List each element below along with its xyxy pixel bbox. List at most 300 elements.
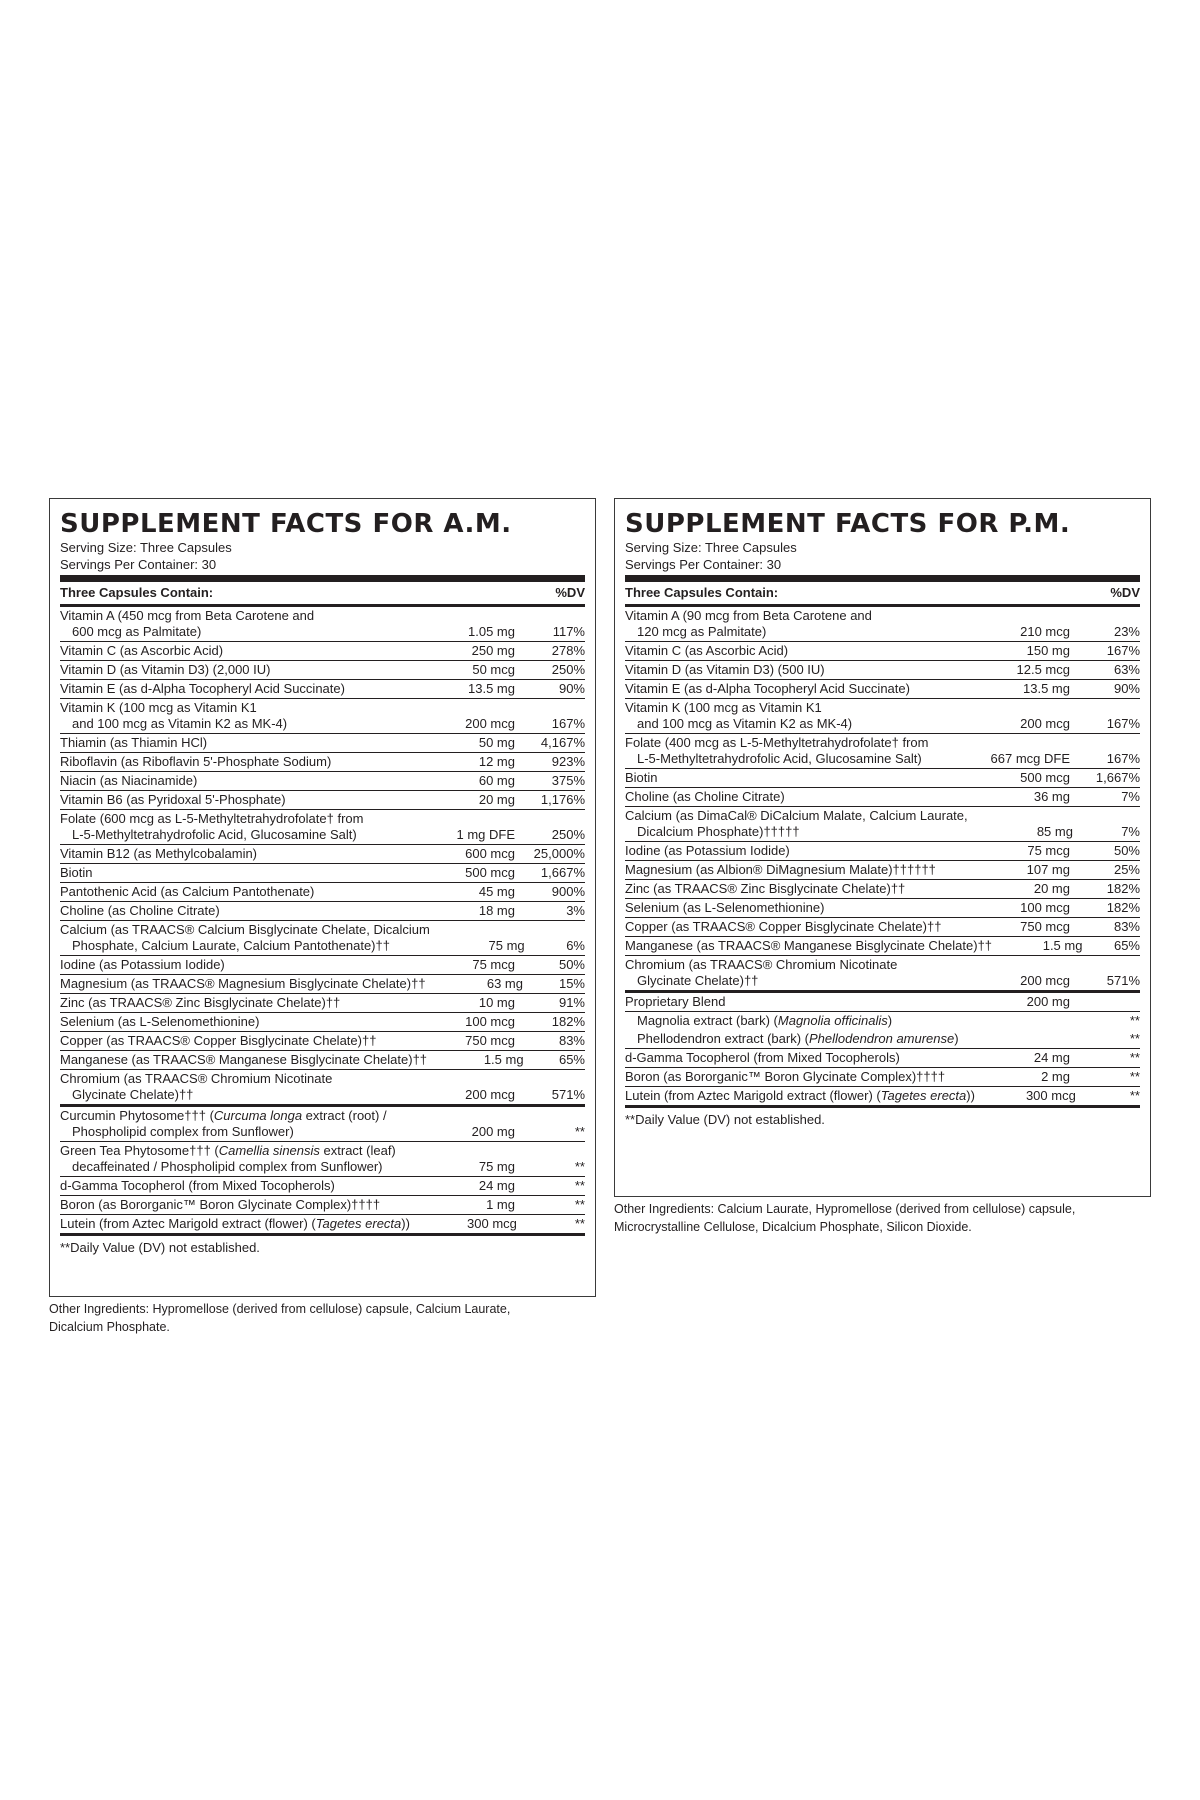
am-nutrient-text: Boron (as Bororganic™ Boron Glycinate Complex)†††† [60,1197,381,1212]
am-nutrient-name [60,773,405,789]
am-row [60,1032,585,1051]
am-daily-value: 375% [551,773,585,788]
am-amount: 300 mcg [467,1216,517,1231]
am-amount: 63 mg [486,976,523,991]
am-nutrient-text: Choline (as Choline Citrate) [60,903,220,918]
am-nutrient-name-line [60,754,331,769]
am-nutrient-name [60,643,405,659]
am-nutrient-name-line [60,792,286,807]
pm-nutrient-text: Selenium (as L-Selenomethionine) [625,900,825,915]
pm-nutrient-name-line [625,808,968,823]
pm-amount: 107 mg [1026,862,1070,877]
pm-row [625,680,1140,699]
am-row [60,1215,585,1236]
pm-nutrient-name-line [625,881,905,896]
am-amount: 250 mg [471,643,515,658]
pm-blend-item-text-rest: ) [887,1013,893,1028]
am-daily-value: 91% [558,995,585,1010]
pm-row [625,642,1140,661]
am-row [60,921,585,956]
am-nutrient-text: d-Gamma Tocopherol (from Mixed Tocopherols) [60,1178,335,1193]
pm-header-dv: %DV [1110,585,1140,600]
pm-amount: 20 mg [1033,881,1070,896]
pm-nutrient-name-line2: Dicalcium Phosphate)††††† [637,824,800,839]
pm-daily-value: 83% [1113,919,1140,934]
pm-row [625,842,1140,861]
am-nutrient-name-line [60,1216,410,1231]
am-nutrient-text: Manganese (as TRAACS® Manganese Bisglycinate Chelate)†† [60,1052,428,1067]
pm-nutrient-name [625,700,960,732]
am-nutrient-latin-name: Camellia sinensis [218,1143,320,1158]
am-amount: 50 mcg [472,662,515,677]
am-amount: 45 mg [478,884,515,899]
am-daily-value: 250% [551,662,585,677]
am-amount: 75 mcg [472,957,515,972]
am-nutrient-name [60,754,405,770]
pm-row [625,734,1140,769]
pm-nutrient-name-line2: 120 mcg as Palmitate) [637,624,767,639]
am-amount: 200 mcg [465,1087,515,1102]
pm-nutrient-text-rest: )) [966,1088,975,1103]
am-amount: 500 mcg [465,865,515,880]
pm-nutrient-text: Magnesium (as Albion® DiMagnesium Malate)†††††† [625,862,936,877]
am-daily-value: 117% [552,624,585,639]
am-nutrient-text: Riboflavin (as Riboflavin 5'-Phosphate Sodium) [60,754,332,769]
pm-nutrient-name [625,843,960,859]
pm-daily-value: 182% [1106,900,1140,915]
pm-nutrient-text: Iodine (as Potassium Iodide) [625,843,790,858]
am-nutrient-name-line [60,773,197,788]
am-nutrient-text: Chromium (as TRAACS® Chromium Nicotinate [60,1071,333,1086]
am-daily-value: 167% [551,716,585,731]
am-daily-value: ** [574,1178,585,1193]
am-amount: 200 mg [471,1124,515,1139]
pm-nutrient-name-line [625,789,785,804]
pm-nutrient-name-line [625,608,872,623]
pm-blend-item-row [625,1012,1140,1030]
am-nutrient-name-line [60,922,430,937]
am-nutrient-text: Vitamin A (450 mcg from Beta Carotene and [60,608,315,623]
am-row [60,994,585,1013]
am-nutrient-text: Curcumin Phytosome††† ( [60,1108,214,1123]
am-row [60,1013,585,1032]
pm-nutrient-text: Biotin [625,770,658,785]
pm-nutrient-name [625,1088,975,1104]
am-amount: 200 mcg [465,716,515,731]
am-nutrient-text-rest: extract (root) / [302,1108,387,1123]
am-nutrient-name [60,811,405,843]
pm-blend-item-dv: ** [1129,1013,1140,1028]
pm-daily-value: 182% [1106,881,1140,896]
pm-row [625,899,1140,918]
am-nutrient-name [60,884,405,900]
pm-row [625,918,1140,937]
am-row [60,642,585,661]
supplement-facts-am-panel [49,498,596,1297]
am-row [60,1142,585,1177]
pm-nutrient-name-line [625,957,897,972]
am-nutrient-text: Vitamin D (as Vitamin D3) (2,000 IU) [60,662,271,677]
am-row [60,975,585,994]
am-row [60,810,585,845]
pm-row [625,661,1140,680]
pm-nutrient-name [625,919,960,935]
am-nutrient-text: Niacin (as Niacinamide) [60,773,198,788]
pm-nutrient-name-line [625,938,992,953]
am-nutrient-name-line [60,976,426,991]
am-row [60,1070,585,1107]
pm-nutrient-text: Vitamin K (100 mcg as Vitamin K1 [625,700,822,715]
am-nutrient-name-line2: Phospholipid complex from Sunflower) [72,1124,294,1139]
am-nutrient-text: Green Tea Phytosome††† ( [60,1143,219,1158]
pm-row [625,769,1140,788]
pm-blend-row [625,993,1140,1012]
am-nutrient-name-line [60,681,345,696]
am-nutrient-name [60,662,405,678]
pm-nutrient-name-line [625,700,822,715]
pm-serving-size: Serving Size: Three Capsules [625,540,797,555]
am-nutrient-name-line [60,1108,387,1123]
pm-row [625,807,1140,842]
pm-servings-per-container: Servings Per Container: 30 [625,557,782,572]
pm-daily-value: 65% [1113,938,1140,953]
pm-row [625,699,1140,734]
am-row [60,680,585,699]
am-nutrient-name [60,1216,410,1232]
am-nutrient-name-line [60,1033,376,1048]
am-row [60,772,585,791]
am-nutrient-name-line [60,846,257,861]
pm-nutrient-text: Vitamin D (as Vitamin D3) (500 IU) [625,662,825,677]
am-row [60,1107,585,1142]
am-nutrient-name-line [60,1143,396,1158]
am-daily-value: 83% [558,1033,585,1048]
pm-blend-item-latin-name: Phellodendron amurense [808,1031,955,1046]
pm-amount: 200 mcg [1020,716,1070,731]
pm-nutrient-name [625,862,960,878]
am-nutrient-name-line [60,700,257,715]
am-top-rule [60,575,585,582]
pm-nutrient-name [625,770,960,786]
am-daily-value: 571% [551,1087,585,1102]
pm-nutrient-name-line [625,1050,900,1065]
pm-nutrient-name-line [625,900,824,915]
am-daily-value: 25,000% [533,846,585,861]
pm-nutrient-name-line [625,919,941,934]
am-nutrient-name [60,792,405,808]
pm-nutrient-text: Copper (as TRAACS® Copper Bisglycinate Chelate)†† [625,919,942,934]
pm-nutrient-text: Boron (as Bororganic™ Boron Glycinate Complex)†††† [625,1069,946,1084]
pm-nutrient-name-line2: L-5-Methyltetrahydrofolic Acid, Glucosamine Salt) [637,751,922,766]
pm-nutrient-name [625,1069,960,1085]
pm-nutrient-latin-name: Tagetes erecta [880,1088,967,1103]
supplement-facts-pm-panel [614,498,1151,1197]
pm-nutrient-name-line [625,862,936,877]
pm-daily-value: 571% [1106,973,1140,988]
pm-nutrient-name [625,1050,960,1066]
pm-daily-value: 63% [1113,662,1140,677]
am-row [60,1196,585,1215]
pm-nutrient-text: Lutein (from Aztec Marigold extract (flower) ( [625,1088,881,1103]
am-daily-value: 1,176% [540,792,585,807]
am-nutrient-name-line2: Glycinate Chelate)†† [72,1087,194,1102]
am-amount: 1.05 mg [468,624,515,639]
am-nutrient-text: Vitamin K (100 mcg as Vitamin K1 [60,700,257,715]
pm-row [625,937,1140,956]
am-daily-value: ** [574,1197,585,1212]
am-nutrient-name [60,1178,405,1194]
am-daily-value: ** [574,1124,585,1139]
am-daily-value: 50% [558,957,585,972]
am-row [60,1177,585,1196]
am-nutrient-name [60,903,405,919]
pm-daily-value: 167% [1106,716,1140,731]
pm-blend-item-latin-name: Magnolia officinalis [777,1013,888,1028]
am-row [60,791,585,810]
pm-header-label: Three Capsules Contain: [625,585,779,600]
pm-footnote: **Daily Value (DV) not established. [625,1112,825,1127]
pm-nutrient-text: Folate (400 mcg as L-5-Methyltetrahydrofolate† from [625,735,929,750]
am-amount: 20 mg [478,792,515,807]
pm-nutrient-text: d-Gamma Tocopherol (from Mixed Tocopherols) [625,1050,900,1065]
pm-header-row [625,582,1140,604]
pm-nutrient-text: Vitamin C (as Ascorbic Acid) [625,643,789,658]
pm-nutrient-name-line [625,662,825,677]
am-daily-value: 923% [551,754,585,769]
am-nutrient-name-line [60,1014,259,1029]
am-nutrient-name [60,608,405,640]
am-nutrient-name-line [60,735,207,750]
am-nutrient-name-line [60,957,225,972]
am-nutrient-text: Lutein (from Aztec Marigold extract (flower) ( [60,1216,316,1231]
pm-nutrient-table [625,607,1140,993]
am-nutrient-name-line [60,662,270,677]
pm-daily-value: 1,667% [1095,770,1140,785]
pm-daily-value: 7% [1121,789,1140,804]
pm-amount: 210 mcg [1020,624,1070,639]
pm-amount: 24 mg [1033,1050,1070,1065]
pm-nutrient-name-line [625,843,790,858]
am-daily-value: 3% [566,903,585,918]
pm-nutrient-text: Vitamin E (as d-Alpha Tocopheryl Acid Succinate) [625,681,910,696]
am-nutrient-text: Copper (as TRAACS® Copper Bisglycinate Chelate)†† [60,1033,377,1048]
pm-amount: 500 mcg [1020,770,1070,785]
am-nutrient-name [60,1071,405,1103]
am-daily-value: 6% [566,938,585,953]
am-nutrient-text-rest: extract (leaf) [319,1143,396,1158]
am-amount: 1 mg [486,1197,515,1212]
am-nutrient-name-line [60,865,93,880]
pm-amount: 13.5 mg [1023,681,1070,696]
pm-amount: 85 mg [1036,824,1073,839]
am-nutrient-latin-name: Curcuma longa [213,1108,303,1123]
am-nutrient-name-line2: Phosphate, Calcium Laurate, Calcium Pantothenate)†† [72,938,390,953]
am-nutrient-name-line2: decaffeinated / Phospholipid complex from Sunflower) [72,1159,383,1174]
pm-nutrient-name [625,938,992,954]
am-nutrient-name [60,1033,405,1049]
am-daily-value: 278% [551,643,585,658]
pm-amount: 75 mcg [1027,843,1070,858]
am-amount: 100 mcg [465,1014,515,1029]
pm-daily-value: 23% [1113,624,1140,639]
am-nutrient-text: Thiamin (as Thiamin HCl) [60,735,208,750]
am-header-label: Three Capsules Contain: [60,585,214,600]
am-nutrient-text: Selenium (as L-Selenomethionine) [60,1014,260,1029]
am-nutrient-text: Biotin [60,865,93,880]
am-nutrient-text: Vitamin B6 (as Pyridoxal 5'-Phosphate) [60,792,286,807]
pm-nutrient-name-line2: Glycinate Chelate)†† [637,973,759,988]
am-nutrient-text: Vitamin E (as d-Alpha Tocopheryl Acid Succinate) [60,681,345,696]
am-nutrient-name [60,735,405,751]
pm-daily-value: 167% [1106,751,1140,766]
am-row [60,956,585,975]
am-daily-value: 90% [558,681,585,696]
pm-nutrient-name [625,808,968,840]
am-nutrient-name [60,1052,427,1068]
am-daily-value: 4,167% [540,735,585,750]
am-nutrient-name-line2: 600 mcg as Palmitate) [72,624,202,639]
pm-nutrient-name-line [625,770,658,785]
am-amount: 60 mg [478,773,515,788]
am-amount: 75 mg [488,938,525,953]
am-nutrient-text-rest: )) [401,1216,410,1231]
pm-daily-value: 167% [1106,643,1140,658]
am-nutrient-latin-name: Tagetes erecta [315,1216,402,1231]
am-row [60,864,585,883]
pm-amount: 750 mcg [1020,919,1070,934]
pm-row [625,1049,1140,1068]
am-amount: 18 mg [478,903,515,918]
pm-nutrient-name [625,608,960,640]
am-nutrient-name-line [60,1197,380,1212]
am-row [60,661,585,680]
pm-nutrient-name [625,881,960,897]
am-header-dv: %DV [555,585,585,600]
am-amount: 1.5 mg [483,1052,524,1067]
pm-blend-item-dv: ** [1129,1031,1140,1046]
am-nutrient-name [60,922,430,954]
am-nutrient-table [60,607,585,1236]
am-daily-value: ** [574,1159,585,1174]
am-amount: 600 mcg [465,846,515,861]
am-nutrient-name-line2: L-5-Methyltetrahydrofolic Acid, Glucosamine Salt) [72,827,357,842]
am-row [60,902,585,921]
am-header-row [60,582,585,604]
am-nutrient-name-line [60,1178,335,1193]
pm-blend-name: Proprietary Blend [625,994,726,1009]
am-daily-value: 250% [551,827,585,842]
am-amount: 12 mg [478,754,515,769]
pm-nutrient-text: Choline (as Choline Citrate) [625,789,785,804]
am-nutrient-text: Iodine (as Potassium Iodide) [60,957,225,972]
pm-top-rule [625,575,1140,582]
pm-nutrient-name-line [625,1069,945,1084]
pm-nutrient-name [625,789,960,805]
pm-blend-item-text: Magnolia extract (bark) ( [637,1013,778,1028]
am-nutrient-name-line [60,903,220,918]
pm-amount: 100 mcg [1020,900,1070,915]
am-nutrient-name [60,1143,405,1175]
pm-nutrient-name [625,643,960,659]
am-nutrient-name [60,1197,405,1213]
pm-amount: 667 mcg DFE [990,751,1070,766]
pm-amount: 150 mg [1026,643,1070,658]
am-row [60,1051,585,1070]
am-amount: 13.5 mg [468,681,515,696]
pm-daily-value: ** [1129,1069,1140,1084]
am-nutrient-name [60,700,405,732]
am-daily-value: ** [574,1216,585,1231]
am-nutrient-name [60,681,405,697]
pm-blend-item-text: Phellodendron extract (bark) ( [637,1031,809,1046]
pm-daily-value: 25% [1113,862,1140,877]
am-nutrient-text: Folate (600 mcg as L-5-Methyltetrahydrofolate† from [60,811,364,826]
pm-row [625,1068,1140,1087]
pm-nutrient-name [625,662,960,678]
pm-other-ingredients: Other Ingredients: Calcium Laurate, Hypromellose (derived from cellulose) capsule, Microcrystalline Cellulose, Dicalcium Phosphate, Silicon Dioxide. [614,1202,1076,1234]
am-nutrient-name-line [60,884,314,899]
pm-daily-value: 90% [1113,681,1140,696]
am-amount: 750 mcg [465,1033,515,1048]
pm-row [625,1087,1140,1108]
pm-nutrient-name [625,681,960,697]
am-amount: 10 mg [478,995,515,1010]
am-nutrient-name [60,1108,405,1140]
pm-amount: 36 mg [1033,789,1070,804]
pm-row [625,788,1140,807]
pm-nutrient-name [625,735,960,767]
am-nutrient-name [60,976,426,992]
pm-row [625,956,1140,993]
pm-blend-item-name [625,1031,960,1047]
am-daily-value: 1,667% [540,865,585,880]
pm-blend-item-name [625,1013,960,1029]
am-nutrient-name-line [60,1052,427,1067]
pm-row [625,880,1140,899]
pm-blend-items [625,1012,1140,1049]
pm-daily-value: ** [1129,1088,1140,1103]
pm-row [625,861,1140,880]
am-row [60,699,585,734]
am-nutrient-text: Vitamin B12 (as Methylcobalamin) [60,846,258,861]
am-nutrient-name [60,846,405,862]
am-daily-value: 15% [558,976,585,991]
pm-blend-item-text-rest: ) [954,1031,959,1046]
am-amount: 1 mg DFE [456,827,515,842]
am-nutrient-name-line [60,643,223,658]
pm-nutrient-name-line [625,643,788,658]
am-row [60,734,585,753]
pm-daily-value: ** [1129,1050,1140,1065]
am-daily-value: 900% [551,884,585,899]
am-row [60,883,585,902]
pm-nutrient-text: Manganese (as TRAACS® Manganese Bisglycinate Chelate)†† [625,938,993,953]
am-nutrient-text: Magnesium (as TRAACS® Magnesium Bisglycinate Chelate)†† [60,976,426,991]
am-amount: 75 mg [478,1159,515,1174]
am-footnote: **Daily Value (DV) not established. [60,1240,260,1255]
pm-nutrient-name [625,957,960,989]
pm-nutrient-name-line [625,1088,975,1103]
am-daily-value: 182% [551,1014,585,1029]
pm-amount: 12.5 mcg [1016,662,1070,677]
am-nutrient-text: Vitamin C (as Ascorbic Acid) [60,643,224,658]
pm-nutrient-table-2 [625,1049,1140,1108]
am-nutrient-name [60,1014,405,1030]
am-serving-size: Serving Size: Three Capsules [60,540,232,555]
pm-nutrient-name-line [625,735,928,750]
am-nutrient-name [60,995,405,1011]
am-nutrient-text: Calcium (as TRAACS® Calcium Bisglycinate Chelate, Dicalcium [60,922,430,937]
